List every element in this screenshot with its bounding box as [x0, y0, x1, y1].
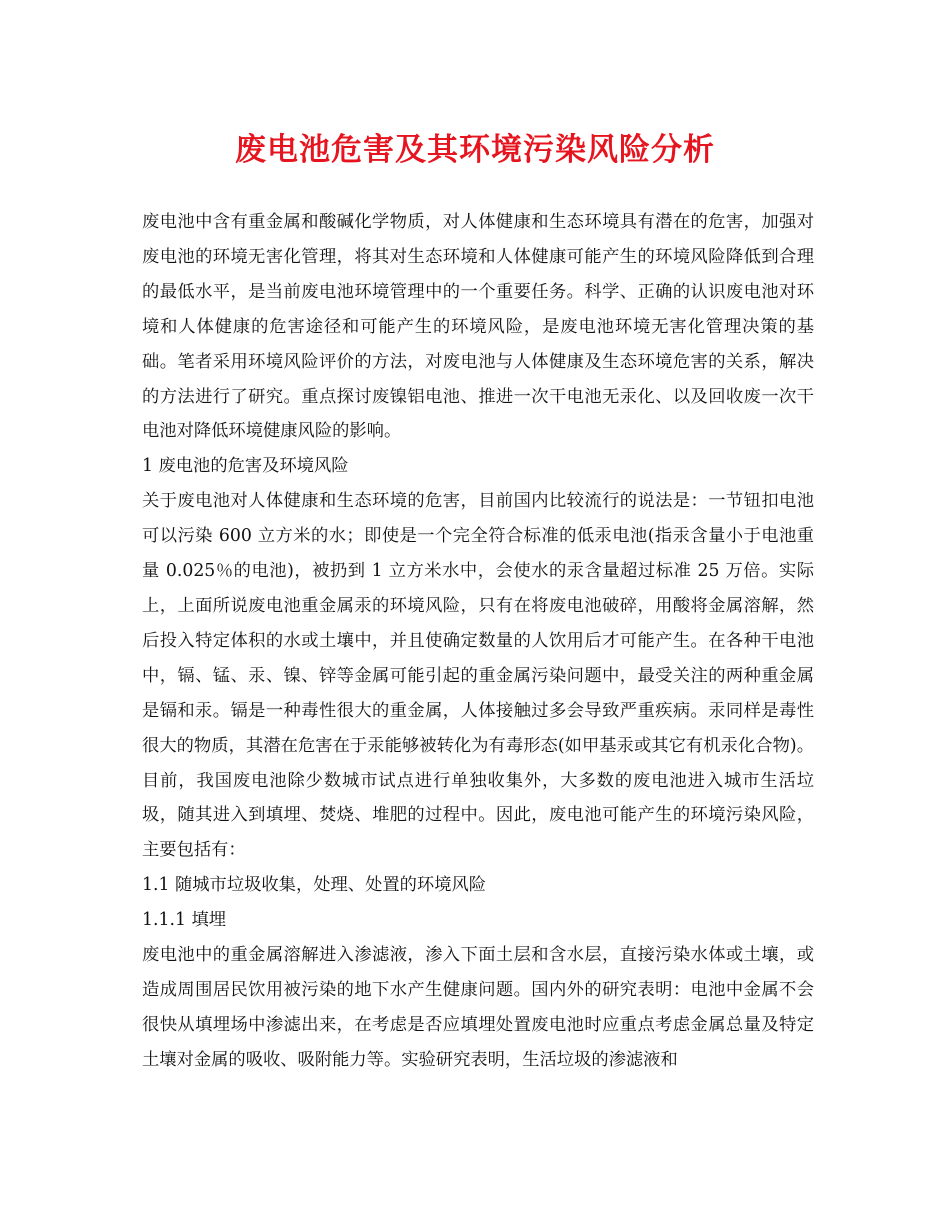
section-heading-1-1: 1.1 随城市垃圾收集，处理、处置的环境风险 — [142, 875, 487, 896]
landfill-paragraph: 废电池中的重金属溶解进入渗滤液，渗入下面土层和含水层，直接污染水体或土壤，或造成周围居民饮用被污染的地下水产生健康问题。国内外的研究表明：电池中金属不会很快从填埋场中渗滤出来，在考虑是否应填埋处置废电池时应重点考虑金属总量及特定土壤对金属的吸收、吸附能力等。实验研究表明，生活垃圾的渗滤液和 — [142, 945, 814, 1070]
document-title: 废电池危害及其环境污染风险分析 — [235, 132, 715, 168]
document-body — [142, 205, 814, 1078]
section-heading-1-1-1: 1.1.1 填埋 — [142, 910, 227, 931]
intro-paragraph: 废电池中含有重金属和酸碱化学物质，对人体健康和生态环境具有潜在的危害，加强对废电池的环境无害化管理，将其对生态环境和人体健康可能产生的环境风险降低到合理的最低水平，是当前废电池环境管理中的一个重要任务。科学、正确的认识废电池对环境和人体健康的危害途径和可能产生的环境风险，是废电池环境无害化管理决策的基础。笔者采用环境风险评价的方法，对废电池与人体健康及生态环境危害的关系，解决的方法进行了研究。重点探讨废镍铝电池、推进一次干电池无汞化、以及回收废一次干电池对降低环境健康风险的影响。 — [142, 212, 814, 442]
section-heading-1: 1 废电池的危害及环境风险 — [142, 456, 349, 477]
section-1-paragraph: 关于废电池对人体健康和生态环境的危害，目前国内比较流行的说法是：一节钮扣电池可以污染 600 立方米的水；即使是一个完全符合标准的低汞电池(指汞含量小于电池重量 0.025％的电池)，被扔到 1 立方米水中，会使水的汞含量超过标准 25 万倍。实际上，上面所说废电池重金属汞的环境风险，只有在将废电池破碎，用酸将金属溶解，然后投入特定体积的水或土壤中，并且使确定数量的人饮用后才可能产生。在各种干电池中，镉、锰、汞、镍、锌等金属可能引起的重金属污染问题中，最受关注的两种重金属是镉和汞。镉是一种毒性很大的重金属，人体接触过多会导致严重疾病。汞同样是毒性很大的物质，其潜在危害在于汞能够被转化为有毒形态(如甲基汞或其它有机汞化合物)。目前，我国废电池除少数城市试点进行单独收集外，大多数的废电池进入城市生活垃圾，随其进入到填埋、焚烧、堆肥的过程中。因此，废电池可能产生的环境污染风险，主要包括有： — [142, 491, 814, 861]
